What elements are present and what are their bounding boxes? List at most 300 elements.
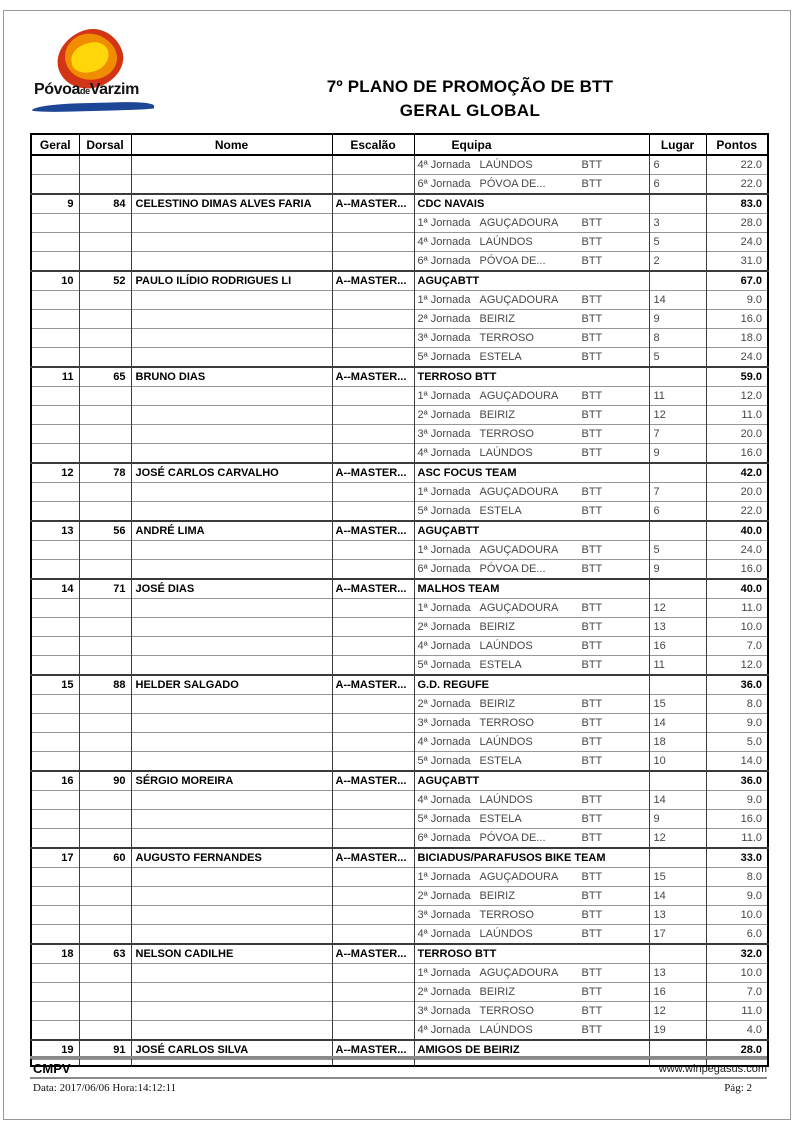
jornada-sub-row bbox=[31, 656, 768, 676]
cell-geral: 16 bbox=[31, 771, 79, 791]
btt-label: BTT bbox=[581, 621, 603, 633]
header-dorsal: Dorsal bbox=[79, 134, 131, 155]
cell-dorsal: 91 bbox=[79, 1040, 131, 1060]
cell-nome: JOSÉ DIAS bbox=[131, 579, 332, 599]
jornada-sub-row bbox=[31, 983, 768, 1002]
cell-pontos: 12.0 bbox=[706, 656, 768, 676]
btt-label: BTT bbox=[581, 409, 603, 421]
cell-pontos: 28.0 bbox=[706, 1040, 768, 1060]
cell-lugar bbox=[649, 944, 706, 964]
venue-label: LAÚNDOS bbox=[479, 736, 533, 748]
cell-equipa bbox=[414, 599, 649, 618]
jornada-label: 1ª Jornada bbox=[417, 294, 471, 306]
cell-nome: SÉRGIO MOREIRA bbox=[131, 771, 332, 791]
btt-label: BTT bbox=[581, 159, 603, 171]
cell-lugar: 7 bbox=[649, 425, 706, 444]
btt-label: BTT bbox=[581, 640, 603, 652]
btt-label: BTT bbox=[581, 1024, 603, 1036]
cell-escalao bbox=[332, 329, 414, 348]
venue-label: TERROSO bbox=[479, 1005, 534, 1017]
cell-escalao bbox=[332, 733, 414, 752]
jornada-sub-row bbox=[31, 560, 768, 580]
cell-geral: 19 bbox=[31, 1040, 79, 1060]
cell-pontos: 11.0 bbox=[706, 406, 768, 425]
cell-equipa bbox=[414, 541, 649, 560]
footer-date-time: Data: 2017/06/06 Hora:14:12:11 bbox=[33, 1082, 177, 1094]
cell-geral bbox=[31, 387, 79, 406]
jornada-label: 4ª Jornada bbox=[417, 640, 471, 652]
cell-lugar bbox=[649, 771, 706, 791]
btt-label: BTT bbox=[581, 351, 603, 363]
cell-geral bbox=[31, 695, 79, 714]
cell-escalao bbox=[332, 252, 414, 272]
cell-geral: 12 bbox=[31, 463, 79, 483]
cell-lugar: 6 bbox=[649, 502, 706, 522]
cell-escalao: A--MASTER... bbox=[332, 1040, 414, 1060]
jornada-sub-row bbox=[31, 906, 768, 925]
cell-escalao bbox=[332, 714, 414, 733]
cell-equipa: AGUÇABTT bbox=[414, 271, 649, 291]
cell-equipa bbox=[414, 887, 649, 906]
jornada-sub-row bbox=[31, 791, 768, 810]
cell-pontos: 14.0 bbox=[706, 752, 768, 772]
btt-label: BTT bbox=[581, 332, 603, 344]
cell-lugar: 19 bbox=[649, 1021, 706, 1041]
cell-pontos: 9.0 bbox=[706, 291, 768, 310]
cell-pontos: 22.0 bbox=[706, 155, 768, 175]
btt-label: BTT bbox=[581, 1005, 603, 1017]
venue-label: AGUÇADOURA bbox=[479, 294, 559, 306]
cell-geral bbox=[31, 752, 79, 772]
jornada-label: 6ª Jornada bbox=[417, 563, 471, 575]
cell-nome bbox=[131, 714, 332, 733]
cell-pontos: 11.0 bbox=[706, 1002, 768, 1021]
cell-pontos: 67.0 bbox=[706, 271, 768, 291]
btt-label: BTT bbox=[581, 505, 603, 517]
cell-lugar bbox=[649, 271, 706, 291]
cell-escalao: A--MASTER... bbox=[332, 944, 414, 964]
cell-nome bbox=[131, 329, 332, 348]
jornada-sub-row bbox=[31, 733, 768, 752]
cell-escalao bbox=[332, 656, 414, 676]
cell-geral: 17 bbox=[31, 848, 79, 868]
cell-dorsal bbox=[79, 983, 131, 1002]
cell-lugar: 16 bbox=[649, 637, 706, 656]
cell-lugar: 13 bbox=[649, 964, 706, 983]
rider-main-row bbox=[31, 771, 768, 791]
cell-escalao: A--MASTER... bbox=[332, 521, 414, 541]
cell-lugar: 13 bbox=[649, 618, 706, 637]
cell-geral: 14 bbox=[31, 579, 79, 599]
btt-label: BTT bbox=[581, 813, 603, 825]
cell-pontos: 33.0 bbox=[706, 848, 768, 868]
cell-geral: 15 bbox=[31, 675, 79, 695]
cell-geral bbox=[31, 925, 79, 945]
cell-geral bbox=[31, 906, 79, 925]
jornada-label: 3ª Jornada bbox=[417, 717, 471, 729]
cell-equipa bbox=[414, 252, 649, 272]
cell-pontos: 5.0 bbox=[706, 733, 768, 752]
cell-equipa: AMIGOS DE BEIRIZ bbox=[414, 1040, 649, 1060]
jornada-label: 5ª Jornada bbox=[417, 351, 471, 363]
jornada-sub-row bbox=[31, 695, 768, 714]
cell-geral bbox=[31, 637, 79, 656]
cell-pontos: 7.0 bbox=[706, 637, 768, 656]
cell-pontos: 16.0 bbox=[706, 310, 768, 329]
btt-label: BTT bbox=[581, 832, 603, 844]
report-subtitle: GERAL GLOBAL bbox=[399, 101, 541, 120]
cell-dorsal bbox=[79, 733, 131, 752]
cell-geral bbox=[31, 425, 79, 444]
cell-escalao bbox=[332, 983, 414, 1002]
jornada-sub-row bbox=[31, 175, 768, 195]
btt-label: BTT bbox=[581, 794, 603, 806]
cell-equipa bbox=[414, 829, 649, 849]
header-pontos: Pontos bbox=[706, 134, 768, 155]
cell-escalao bbox=[332, 233, 414, 252]
cell-pontos: 10.0 bbox=[706, 618, 768, 637]
jornada-sub-row bbox=[31, 618, 768, 637]
cell-pontos: 40.0 bbox=[706, 579, 768, 599]
cell-lugar: 8 bbox=[649, 329, 706, 348]
logo-word-de: de bbox=[80, 86, 90, 96]
cell-geral bbox=[31, 155, 79, 175]
cell-pontos: 22.0 bbox=[706, 502, 768, 522]
cell-lugar bbox=[649, 463, 706, 483]
table-header-row bbox=[31, 134, 768, 155]
results-table bbox=[30, 133, 769, 1067]
cell-geral: 18 bbox=[31, 944, 79, 964]
venue-label: BEIRIZ bbox=[479, 313, 515, 325]
cell-lugar: 5 bbox=[649, 348, 706, 368]
venue-label: TERROSO bbox=[479, 717, 534, 729]
cell-pontos: 22.0 bbox=[706, 175, 768, 195]
cell-escalao bbox=[332, 868, 414, 887]
cell-equipa bbox=[414, 348, 649, 368]
cell-lugar: 14 bbox=[649, 291, 706, 310]
btt-label: BTT bbox=[581, 755, 603, 767]
cell-escalao bbox=[332, 291, 414, 310]
cell-nome bbox=[131, 1021, 332, 1041]
cell-dorsal bbox=[79, 483, 131, 502]
venue-label: ESTELA bbox=[479, 351, 522, 363]
cell-geral bbox=[31, 714, 79, 733]
cell-equipa bbox=[414, 291, 649, 310]
cell-lugar: 15 bbox=[649, 868, 706, 887]
cell-pontos: 9.0 bbox=[706, 887, 768, 906]
cell-pontos: 31.0 bbox=[706, 252, 768, 272]
cell-pontos: 7.0 bbox=[706, 983, 768, 1002]
cell-pontos: 36.0 bbox=[706, 771, 768, 791]
cell-escalao bbox=[332, 502, 414, 522]
cell-dorsal bbox=[79, 791, 131, 810]
cell-pontos: 11.0 bbox=[706, 599, 768, 618]
cell-pontos: 16.0 bbox=[706, 444, 768, 464]
cell-geral bbox=[31, 983, 79, 1002]
cell-pontos: 9.0 bbox=[706, 791, 768, 810]
cell-nome bbox=[131, 425, 332, 444]
cell-lugar: 16 bbox=[649, 983, 706, 1002]
jornada-sub-row bbox=[31, 444, 768, 464]
cell-nome bbox=[131, 599, 332, 618]
cell-nome bbox=[131, 387, 332, 406]
venue-label: AGUÇADOURA bbox=[479, 390, 559, 402]
jornada-label: 2ª Jornada bbox=[417, 890, 471, 902]
cell-equipa bbox=[414, 1060, 649, 1067]
jornada-label: 3ª Jornada bbox=[417, 428, 471, 440]
cell-lugar bbox=[649, 521, 706, 541]
cell-escalao bbox=[332, 810, 414, 829]
cell-equipa bbox=[414, 925, 649, 945]
cell-dorsal: 63 bbox=[79, 944, 131, 964]
venue-label: PÓVOA DE... bbox=[479, 178, 546, 190]
cell-lugar: 12 bbox=[649, 1002, 706, 1021]
venue-label: LAÚNDOS bbox=[479, 159, 533, 171]
venue-label: BEIRIZ bbox=[479, 698, 515, 710]
cell-pontos: 16.0 bbox=[706, 560, 768, 580]
cell-geral: 9 bbox=[31, 194, 79, 214]
cell-dorsal: 60 bbox=[79, 848, 131, 868]
povoa-varzim-logo bbox=[30, 24, 180, 119]
cell-dorsal bbox=[79, 175, 131, 195]
cell-lugar: 5 bbox=[649, 233, 706, 252]
cell-geral bbox=[31, 252, 79, 272]
cell-dorsal bbox=[79, 1021, 131, 1041]
cell-equipa bbox=[414, 752, 649, 772]
cell-pontos: 10.0 bbox=[706, 964, 768, 983]
jornada-label: 6ª Jornada bbox=[417, 255, 471, 267]
cell-geral bbox=[31, 829, 79, 849]
venue-label: AGUÇADOURA bbox=[479, 544, 559, 556]
cell-dorsal bbox=[79, 868, 131, 887]
venue-label: BEIRIZ bbox=[479, 890, 515, 902]
cell-geral bbox=[31, 618, 79, 637]
cell-equipa bbox=[414, 1021, 649, 1041]
report-title: 7º PLANO DE PROMOÇÃO DE BTT bbox=[326, 77, 614, 96]
cell-geral bbox=[31, 175, 79, 195]
cell-dorsal: 71 bbox=[79, 579, 131, 599]
rider-main-row bbox=[31, 367, 768, 387]
jornada-sub-row bbox=[31, 1021, 768, 1041]
jornada-sub-row bbox=[31, 214, 768, 233]
cell-geral bbox=[31, 502, 79, 522]
btt-label: BTT bbox=[581, 428, 603, 440]
cell-escalao bbox=[332, 599, 414, 618]
cell-escalao bbox=[332, 752, 414, 772]
cell-equipa bbox=[414, 983, 649, 1002]
venue-label: TERROSO bbox=[479, 332, 534, 344]
cell-lugar: 12 bbox=[649, 599, 706, 618]
btt-label: BTT bbox=[581, 255, 603, 267]
cell-pontos: 4.0 bbox=[706, 1021, 768, 1041]
btt-label: BTT bbox=[581, 736, 603, 748]
cell-dorsal bbox=[79, 252, 131, 272]
cell-equipa bbox=[414, 233, 649, 252]
jornada-sub-row bbox=[31, 291, 768, 310]
cell-equipa bbox=[414, 329, 649, 348]
venue-label: AGUÇADOURA bbox=[479, 486, 559, 498]
cell-dorsal bbox=[79, 214, 131, 233]
jornada-label: 4ª Jornada bbox=[417, 159, 471, 171]
cell-escalao bbox=[332, 444, 414, 464]
cell-escalao bbox=[332, 155, 414, 175]
cell-escalao: A--MASTER... bbox=[332, 579, 414, 599]
jornada-label: 5ª Jornada bbox=[417, 505, 471, 517]
cell-escalao bbox=[332, 483, 414, 502]
cell-equipa bbox=[414, 637, 649, 656]
jornada-sub-row bbox=[31, 925, 768, 945]
cell-pontos: 18.0 bbox=[706, 329, 768, 348]
cell-geral bbox=[31, 310, 79, 329]
cell-dorsal: 52 bbox=[79, 271, 131, 291]
cell-equipa: G.D. REGUFE bbox=[414, 675, 649, 695]
cell-escalao bbox=[332, 541, 414, 560]
cell-nome bbox=[131, 906, 332, 925]
cell-pontos: 42.0 bbox=[706, 463, 768, 483]
venue-label: AGUÇADOURA bbox=[479, 602, 559, 614]
cell-dorsal bbox=[79, 906, 131, 925]
cell-dorsal bbox=[79, 425, 131, 444]
jornada-label: 5ª Jornada bbox=[417, 755, 471, 767]
cell-equipa bbox=[414, 714, 649, 733]
cell-lugar: 7 bbox=[649, 483, 706, 502]
cell-nome: ANDRÉ LIMA bbox=[131, 521, 332, 541]
cell-geral bbox=[31, 348, 79, 368]
cell-geral bbox=[31, 810, 79, 829]
jornada-sub-row bbox=[31, 310, 768, 329]
venue-label: ESTELA bbox=[479, 813, 522, 825]
cell-lugar: 9 bbox=[649, 810, 706, 829]
jornada-sub-row bbox=[31, 329, 768, 348]
cell-escalao bbox=[332, 1002, 414, 1021]
cell-pontos: 6.0 bbox=[706, 925, 768, 945]
venue-label: TERROSO bbox=[479, 428, 534, 440]
cell-nome bbox=[131, 444, 332, 464]
jornada-sub-row bbox=[31, 425, 768, 444]
cell-nome bbox=[131, 656, 332, 676]
cell-geral bbox=[31, 791, 79, 810]
cell-equipa: MALHOS TEAM bbox=[414, 579, 649, 599]
cell-dorsal bbox=[79, 406, 131, 425]
cell-equipa bbox=[414, 310, 649, 329]
btt-label: BTT bbox=[581, 294, 603, 306]
cell-pontos: 10.0 bbox=[706, 906, 768, 925]
cell-dorsal bbox=[79, 233, 131, 252]
cell-lugar: 15 bbox=[649, 695, 706, 714]
btt-label: BTT bbox=[581, 236, 603, 248]
btt-label: BTT bbox=[581, 602, 603, 614]
partial-row bbox=[31, 1060, 768, 1067]
cell-escalao bbox=[332, 1060, 414, 1067]
cell-nome bbox=[131, 829, 332, 849]
rider-main-row bbox=[31, 675, 768, 695]
cell-nome: JOSÉ CARLOS CARVALHO bbox=[131, 463, 332, 483]
btt-label: BTT bbox=[581, 928, 603, 940]
cell-escalao: A--MASTER... bbox=[332, 675, 414, 695]
cell-lugar bbox=[649, 194, 706, 214]
jornada-label: 1ª Jornada bbox=[417, 544, 471, 556]
btt-label: BTT bbox=[581, 486, 603, 498]
cell-equipa bbox=[414, 155, 649, 175]
jornada-label: 2ª Jornada bbox=[417, 621, 471, 633]
cell-escalao bbox=[332, 1021, 414, 1041]
header-equipa: Equipa bbox=[414, 134, 649, 155]
cell-nome: PAULO ILÍDIO RODRIGUES LI bbox=[131, 271, 332, 291]
report-title-block bbox=[280, 77, 660, 121]
rider-main-row bbox=[31, 521, 768, 541]
cell-pontos: 11.0 bbox=[706, 829, 768, 849]
jornada-label: 2ª Jornada bbox=[417, 313, 471, 325]
cell-lugar: 14 bbox=[649, 887, 706, 906]
jornada-sub-row bbox=[31, 637, 768, 656]
venue-label: AGUÇADOURA bbox=[479, 217, 559, 229]
jornada-label: 4ª Jornada bbox=[417, 1024, 471, 1036]
logo-word-povoa: Póvoa bbox=[34, 81, 81, 98]
cell-pontos: 40.0 bbox=[706, 521, 768, 541]
cell-equipa bbox=[414, 618, 649, 637]
venue-label: PÓVOA DE... bbox=[479, 563, 546, 575]
cell-escalao bbox=[332, 560, 414, 580]
btt-label: BTT bbox=[581, 986, 603, 998]
cell-nome: AUGUSTO FERNANDES bbox=[131, 848, 332, 868]
cell-geral bbox=[31, 1021, 79, 1041]
jornada-label: 1ª Jornada bbox=[417, 602, 471, 614]
btt-label: BTT bbox=[581, 890, 603, 902]
jornada-label: 4ª Jornada bbox=[417, 928, 471, 940]
cell-equipa: BICIADUS/PARAFUSOS BIKE TEAM bbox=[414, 848, 649, 868]
btt-label: BTT bbox=[581, 909, 603, 921]
cell-geral bbox=[31, 733, 79, 752]
cell-nome bbox=[131, 868, 332, 887]
jornada-sub-row bbox=[31, 233, 768, 252]
header-nome: Nome bbox=[131, 134, 332, 155]
cell-nome bbox=[131, 252, 332, 272]
cell-dorsal: 84 bbox=[79, 194, 131, 214]
jornada-label: 3ª Jornada bbox=[417, 909, 471, 921]
cell-pontos: 20.0 bbox=[706, 483, 768, 502]
cell-equipa bbox=[414, 425, 649, 444]
cell-pontos: 20.0 bbox=[706, 425, 768, 444]
jornada-label: 1ª Jornada bbox=[417, 871, 471, 883]
cell-geral bbox=[31, 291, 79, 310]
jornada-sub-row bbox=[31, 155, 768, 175]
cell-lugar: 17 bbox=[649, 925, 706, 945]
cell-pontos: 32.0 bbox=[706, 944, 768, 964]
cell-dorsal bbox=[79, 599, 131, 618]
btt-label: BTT bbox=[581, 544, 603, 556]
cell-nome bbox=[131, 618, 332, 637]
cell-pontos: 16.0 bbox=[706, 810, 768, 829]
cell-dorsal: 88 bbox=[79, 675, 131, 695]
cell-geral: 11 bbox=[31, 367, 79, 387]
cell-equipa bbox=[414, 502, 649, 522]
rider-main-row bbox=[31, 848, 768, 868]
cell-escalao: A--MASTER... bbox=[332, 367, 414, 387]
cell-pontos: 83.0 bbox=[706, 194, 768, 214]
cell-escalao: A--MASTER... bbox=[332, 463, 414, 483]
btt-label: BTT bbox=[581, 447, 603, 459]
cell-escalao bbox=[332, 964, 414, 983]
jornada-sub-row bbox=[31, 810, 768, 829]
jornada-label: 6ª Jornada bbox=[417, 832, 471, 844]
cell-equipa bbox=[414, 387, 649, 406]
cell-equipa bbox=[414, 810, 649, 829]
jornada-sub-row bbox=[31, 868, 768, 887]
jornada-sub-row bbox=[31, 541, 768, 560]
cell-geral bbox=[31, 329, 79, 348]
venue-label: LAÚNDOS bbox=[479, 447, 533, 459]
jornada-label: 6ª Jornada bbox=[417, 178, 471, 190]
